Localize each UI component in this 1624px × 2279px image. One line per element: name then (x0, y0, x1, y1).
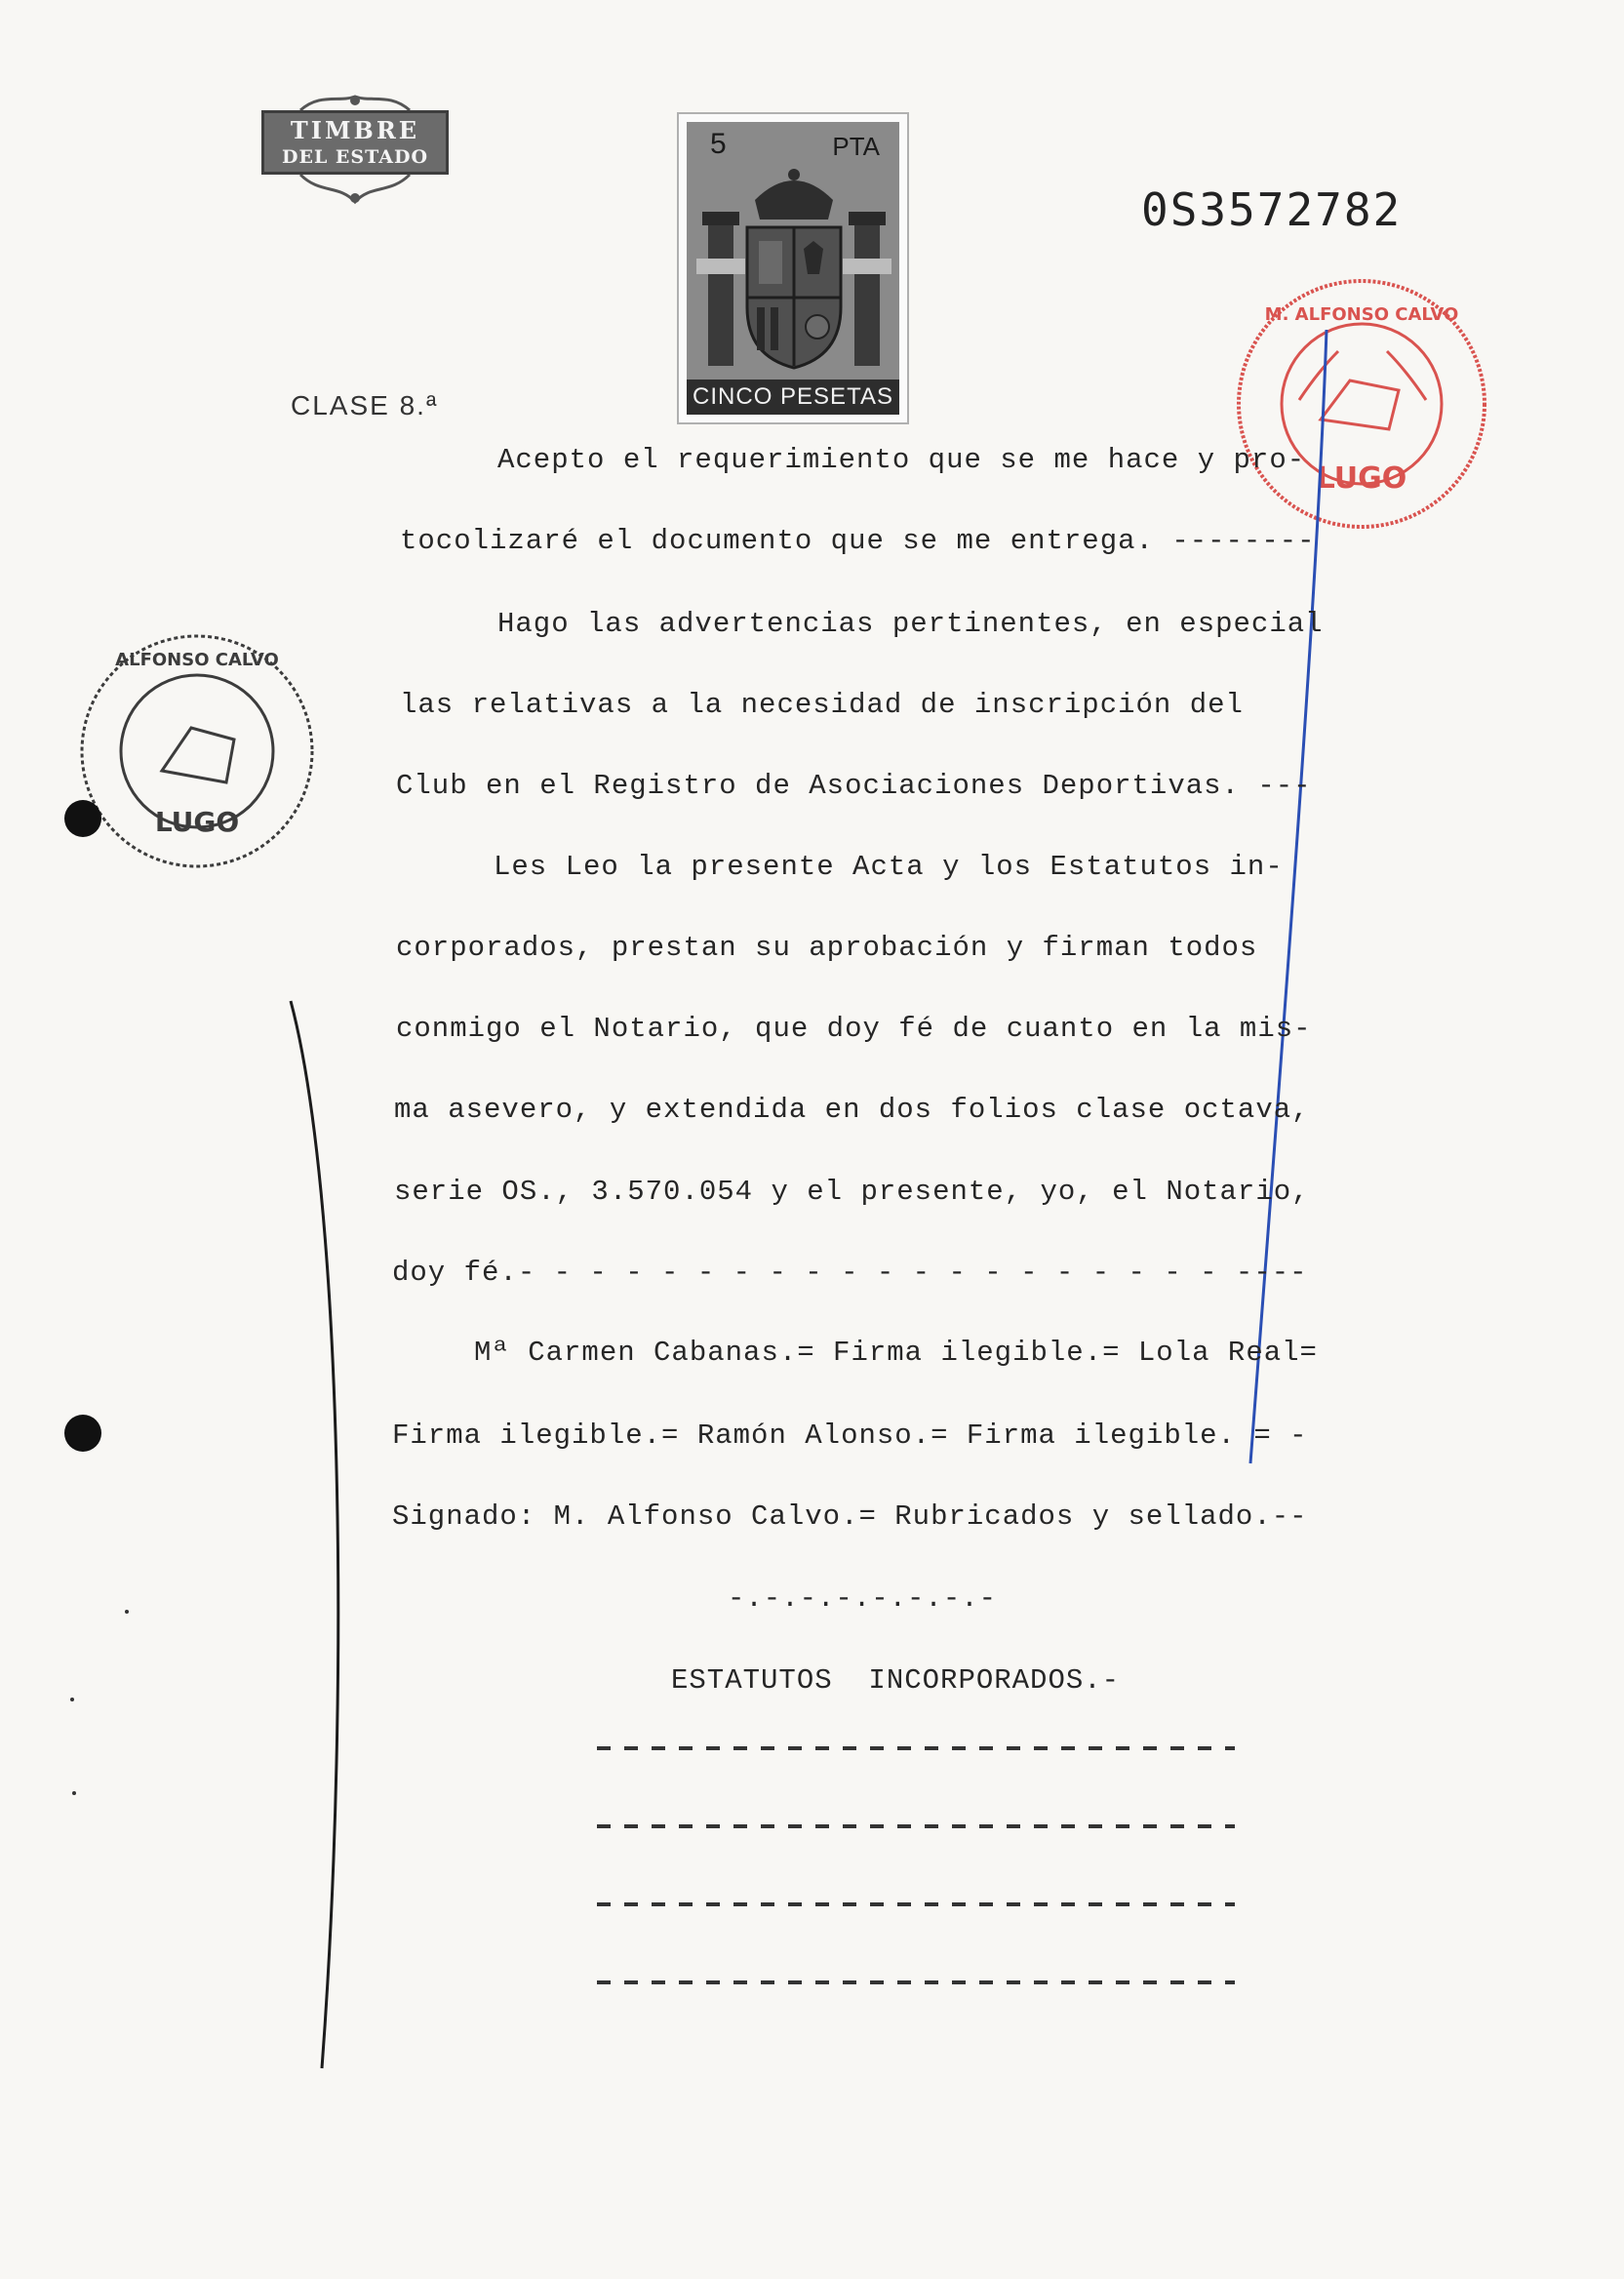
dash-filler-row (597, 1902, 1235, 1906)
fiscal-stamp (677, 112, 909, 424)
text-line-2: tocolizaré el documento que se me entrega. -------- (400, 525, 1316, 557)
svg-text:LUGO: LUGO (1316, 461, 1407, 496)
text-line-9: ma asevero, y extendida en dos folios clase octava, (394, 1094, 1310, 1126)
text-line-7: corporados, prestan su aprobación y firman todos (396, 932, 1258, 964)
speck (72, 1791, 76, 1795)
class-label: CLASE 8.ª (291, 390, 439, 420)
text-line-13: Firma ilegible.= Ramón Alonso.= Firma ilegible. = - (392, 1419, 1308, 1452)
stamp-value: 5 (710, 128, 727, 160)
timbre-subtitle: DEL ESTADO (281, 146, 428, 168)
dash-filler-row (597, 1824, 1235, 1828)
text-line-4: las relativas a la necesidad de inscripción del (400, 689, 1244, 721)
dash-filler-row (597, 1980, 1235, 1984)
text-line-3: Hago las advertencias pertinentes, en especial (497, 608, 1324, 640)
grey-notary-seal (68, 624, 326, 878)
text-line-8: conmigo el Notario, que doy fé de cuanto en la mis- (396, 1013, 1312, 1045)
timbre-del-estado-emblem (261, 93, 449, 208)
text-line-14: Signado: M. Alfonso Calvo.= Rubricados y sellado.-- (392, 1500, 1308, 1533)
blue-ink-stroke (1239, 322, 1356, 1473)
speck (70, 1698, 74, 1701)
punch-hole (64, 800, 101, 837)
coat-of-arms-icon (687, 161, 901, 385)
dash-filler-row (597, 1746, 1235, 1750)
text-line-1: Acepto el requerimiento que se me hace y pro- (497, 444, 1306, 476)
margin-bracket-line (283, 995, 371, 2078)
section-heading: ESTATUTOS INCORPORADOS.- (671, 1664, 1121, 1697)
svg-text:ALFONSO CALVO: ALFONSO CALVO (115, 650, 279, 670)
timbre-plate (261, 110, 449, 175)
text-line-6: Les Leo la presente Acta y los Estatutos in- (494, 851, 1284, 883)
svg-text:LUGO: LUGO (154, 806, 240, 838)
fiscal-stamp-body (687, 122, 899, 415)
speck (125, 1610, 129, 1614)
text-line-10: serie OS., 3.570.054 y el presente, yo, el Notario, (394, 1176, 1310, 1208)
stamp-unit: PTA (832, 132, 880, 161)
svg-text:M. ALFONSO CALVO: M. ALFONSO CALVO (1264, 304, 1459, 325)
timbre-title: TIMBRE (290, 116, 420, 144)
serial-number: 0S3572782 (1141, 183, 1403, 236)
stamp-caption: CINCO PESETAS (687, 380, 899, 415)
separator: -.-.-.-.-.-.-.- (728, 1582, 998, 1615)
punch-hole (64, 1415, 101, 1452)
text-line-12: Mª Carmen Cabanas.= Firma ilegible.= Lola Real= (474, 1337, 1318, 1369)
text-line-5: Club en el Registro de Asociaciones Deportivas. --- (396, 770, 1312, 802)
text-line-11: doy fé.- - - - - - - - - - - - - - - - - - - - ---- (392, 1257, 1308, 1289)
